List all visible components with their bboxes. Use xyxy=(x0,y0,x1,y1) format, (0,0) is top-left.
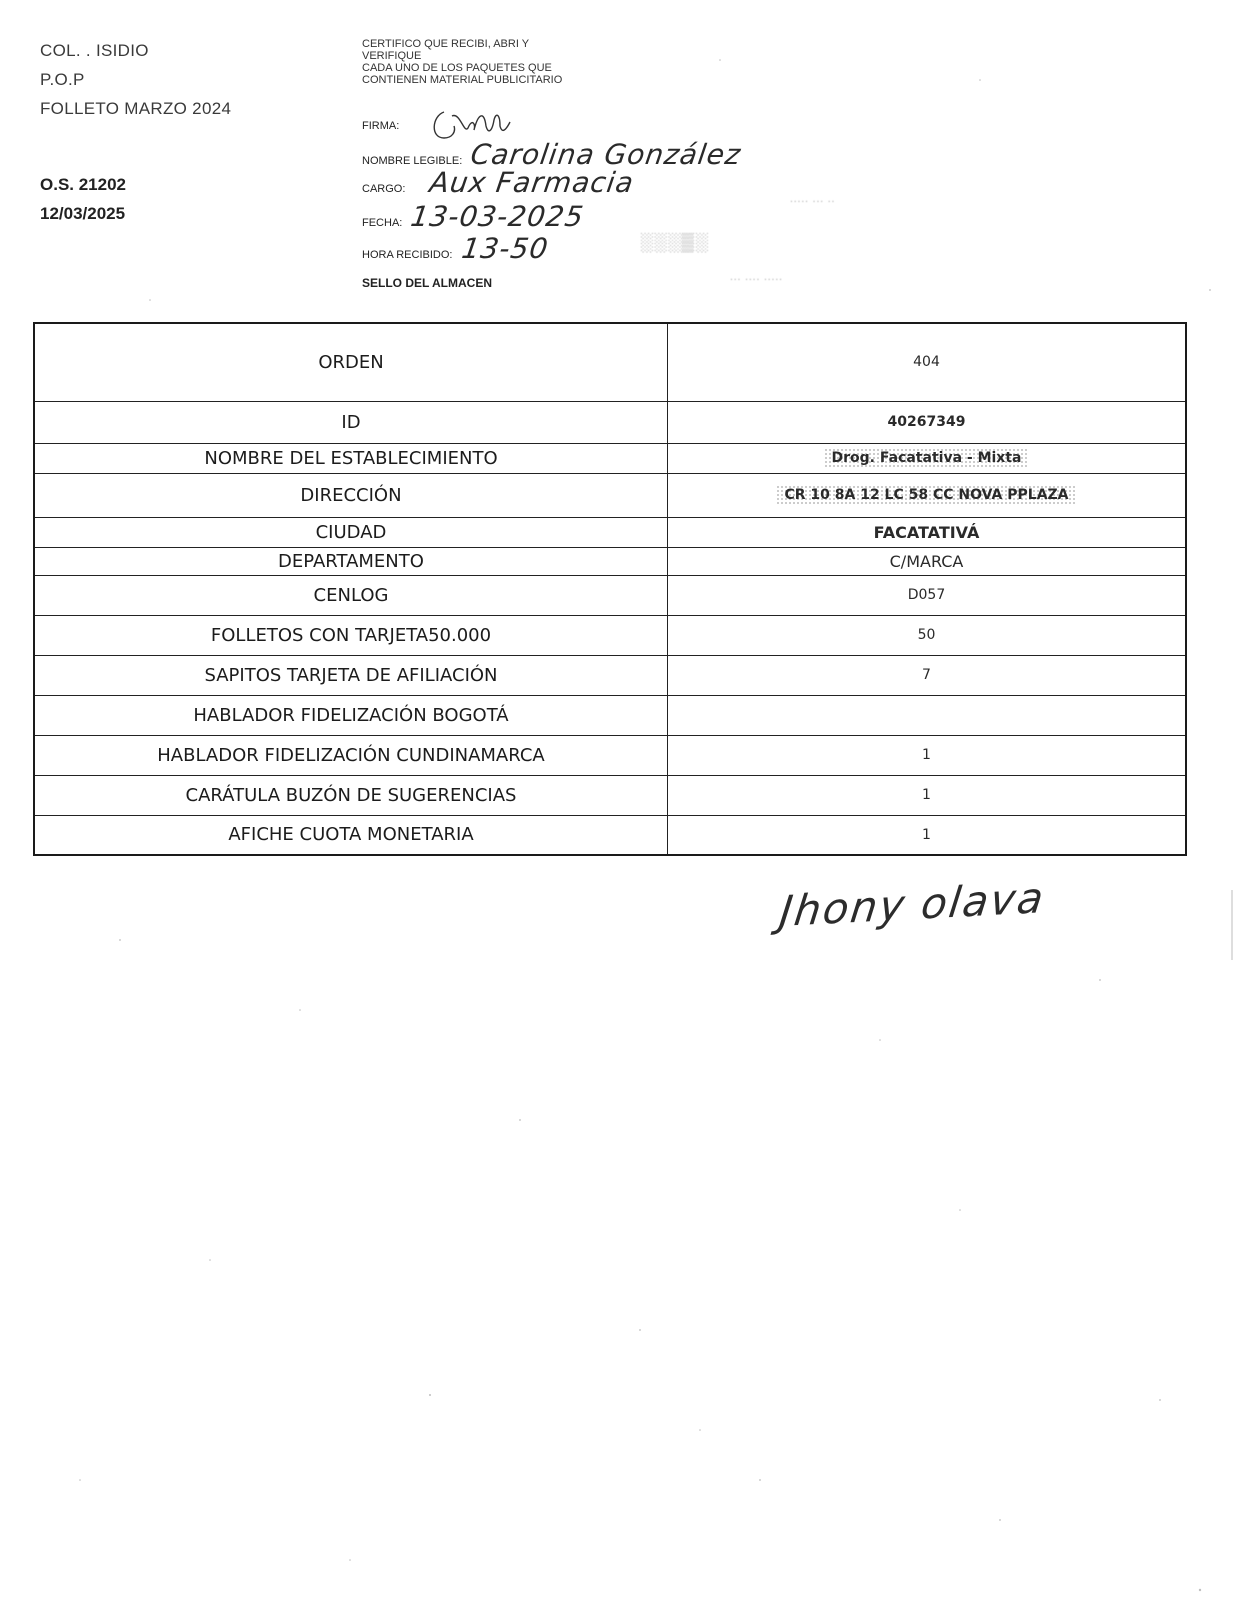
os-date: 12/03/2025 xyxy=(40,204,126,223)
stamp-smudge-1: ∙∙∙∙∙ ∙∙∙ ∙∙ xyxy=(790,196,836,207)
row-key-afiche: AFICHE CUOTA MONETARIA xyxy=(34,815,668,855)
row-value-id: 40267349 xyxy=(668,401,1187,443)
row-key-id: ID xyxy=(34,401,668,443)
cargo-label: CARGO: xyxy=(362,183,406,195)
firma-field xyxy=(362,120,399,132)
table-row xyxy=(34,615,1186,655)
nombre-handwritten: Carolina González xyxy=(469,138,744,171)
table-row xyxy=(34,735,1186,775)
row-key-cenlog: CENLOG xyxy=(34,575,668,615)
order-service-block xyxy=(40,170,126,228)
table-row xyxy=(34,323,1186,401)
row-value-orden: 404 xyxy=(668,323,1187,401)
sello-label: SELLO DEL ALMACEN xyxy=(362,276,493,290)
cert-line-1: CERTIFICO QUE RECIBI, ABRI Y xyxy=(362,38,530,50)
bottom-signature: Jhony olava xyxy=(777,872,1049,937)
firma-label: FIRMA: xyxy=(362,120,400,132)
table-row xyxy=(34,815,1186,855)
row-key-ciudad: CIUDAD xyxy=(34,517,668,547)
table-row xyxy=(34,547,1186,575)
row-key-caratula: CARÁTULA BUZÓN DE SUGERENCIAS xyxy=(34,775,668,815)
row-value-establecimiento: Drog. Facatativa - Mixta xyxy=(824,448,1030,468)
header-company: COL. . ISIDIO xyxy=(40,41,149,60)
table-row xyxy=(34,443,1186,473)
cargo-field xyxy=(362,166,637,199)
row-value-afiche: 1 xyxy=(668,815,1187,855)
table-row xyxy=(34,473,1186,517)
fecha-handwritten: 13-03-2025 xyxy=(409,200,587,233)
table-row xyxy=(34,517,1186,547)
fecha-label: FECHA: xyxy=(362,217,403,229)
row-key-folletos: FOLLETOS CON TARJETA50.000 xyxy=(34,615,668,655)
header-type: P.O.P xyxy=(40,70,85,89)
row-value-cenlog: D057 xyxy=(668,575,1187,615)
table-row xyxy=(34,775,1186,815)
certification-text xyxy=(362,38,662,86)
row-key-orden: ORDEN xyxy=(34,323,668,401)
order-table xyxy=(33,322,1187,856)
table-row xyxy=(34,575,1186,615)
row-value-ciudad: FACATATIVÁ xyxy=(668,517,1187,547)
stamp-smudge-3: ∙∙∙ ∙∙∙∙ ∙∙∙∙∙ xyxy=(730,274,783,285)
fecha-field xyxy=(362,200,587,233)
row-value-establecimiento-cell xyxy=(668,443,1187,473)
cert-line-4: CONTIENEN MATERIAL PUBLICITARIO xyxy=(362,74,563,86)
os-number: O.S. 21202 xyxy=(40,175,127,194)
row-key-sapitos: SAPITOS TARJETA DE AFILIACIÓN xyxy=(34,655,668,695)
cert-line-3: CADA UNO DE LOS PAQUETES QUE xyxy=(362,62,552,74)
row-value-sapitos: 7 xyxy=(668,655,1187,695)
row-key-hablador-cundinamarca: HABLADOR FIDELIZACIÓN CUNDINAMARCA xyxy=(34,735,668,775)
row-value-hablador-bogota xyxy=(668,695,1187,735)
header-left-block xyxy=(40,36,231,123)
row-value-departamento: C/MARCA xyxy=(668,547,1187,575)
hora-handwritten: 13-50 xyxy=(459,232,551,265)
nombre-label: NOMBRE LEGIBLE: xyxy=(362,155,463,167)
header-campaign: FOLLETO MARZO 2024 xyxy=(40,99,232,118)
table-row xyxy=(34,401,1186,443)
table-row xyxy=(34,695,1186,735)
row-value-caratula: 1 xyxy=(668,775,1187,815)
row-value-hablador-cundinamarca: 1 xyxy=(668,735,1187,775)
cargo-handwritten: Aux Farmacia xyxy=(428,166,637,199)
hora-field xyxy=(362,232,551,265)
cert-line-2: VERIFIQUE xyxy=(362,50,422,62)
row-key-direccion: DIRECCIÓN xyxy=(34,473,668,517)
table-row xyxy=(34,655,1186,695)
row-key-establecimiento: NOMBRE DEL ESTABLECIMIENTO xyxy=(34,443,668,473)
row-value-direccion-cell xyxy=(668,473,1187,517)
sello-field xyxy=(362,276,492,290)
hora-label: HORA RECIBIDO: xyxy=(362,249,453,261)
row-value-folletos: 50 xyxy=(668,615,1187,655)
stamp-smudge-2: ░░░▒░ xyxy=(640,232,709,252)
row-key-departamento: DEPARTAMENTO xyxy=(34,547,668,575)
row-key-hablador-bogota: HABLADOR FIDELIZACIÓN BOGOTÁ xyxy=(34,695,668,735)
row-value-direccion: CR 10 8A 12 LC 58 CC NOVA PPLAZA xyxy=(776,485,1076,505)
